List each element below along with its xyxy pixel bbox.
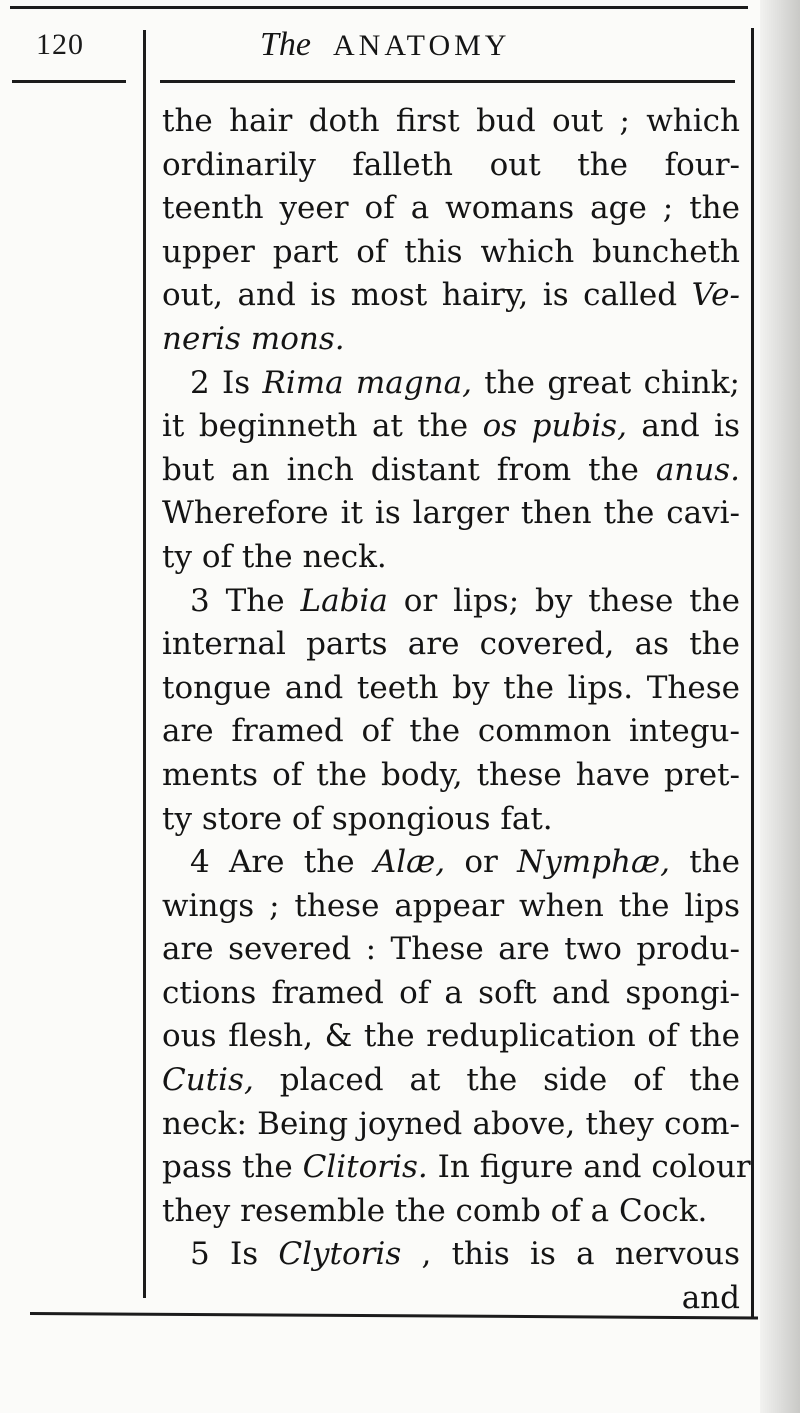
text-line — [162, 754, 740, 798]
text-line — [162, 798, 740, 842]
margin-header-rule — [12, 80, 126, 83]
text-line — [162, 492, 740, 536]
text-segment: are framed of the common integu- — [162, 713, 740, 750]
header-rule — [160, 80, 735, 83]
text-segment: out, and is most hairy, is called — [162, 277, 692, 314]
text-line — [162, 1059, 740, 1103]
text-segment: 4 Are the — [190, 844, 374, 881]
text-line — [162, 1190, 740, 1234]
text-segment: are severed : These are two produ- — [162, 931, 740, 968]
italic-term: Alæ, — [373, 844, 446, 881]
text-segment: the hair doth first bud out ; which — [162, 103, 740, 139]
text-line — [162, 710, 740, 754]
text-line — [162, 1146, 751, 1190]
text-segment: and — [681, 1280, 740, 1317]
text-segment: wings ; these appear when the lips — [162, 887, 740, 924]
text-segment: , this is a nervous — [401, 1236, 740, 1273]
text-line — [162, 274, 740, 318]
text-line — [162, 1015, 740, 1059]
text-segment: it beginneth at the — [162, 408, 483, 445]
text-line — [162, 449, 740, 493]
text-segment: placed at the side of the — [253, 1062, 740, 1099]
text-segment: ctions framed of a soft and spongi- — [162, 974, 740, 1011]
text-segment: or — [445, 844, 518, 881]
text-segment: 2 Is — [190, 364, 263, 401]
text-line — [162, 885, 740, 929]
page-edge-shadow — [760, 0, 800, 1413]
text-line — [162, 972, 740, 1016]
top-border-rule — [10, 6, 748, 9]
italic-term: Rima magna, — [262, 364, 472, 401]
italic-term: neris mons. — [162, 320, 345, 357]
text-segment: teenth yeer of a womans age ; the — [162, 190, 740, 227]
page-number: 120 — [36, 28, 84, 61]
text-frame-right-rule — [751, 28, 754, 1318]
text-segment: tongue and teeth by the lips. These — [162, 669, 740, 706]
text-segment: ous flesh, & the reduplication of the — [162, 1018, 740, 1055]
italic-term: Labia — [300, 582, 388, 619]
text-segment: Wherefore it is larger then the cavi- — [162, 495, 740, 532]
text-segment: 5 Is — [190, 1236, 279, 1273]
running-head — [260, 26, 660, 64]
text-segment: pass the — [162, 1149, 303, 1186]
text-line — [162, 405, 740, 449]
text-line — [162, 362, 740, 406]
text-segment: 3 The — [190, 582, 301, 619]
text-segment: they resemble the comb of a Cock. — [162, 1192, 708, 1229]
running-head-subject: ANATOMY — [333, 29, 511, 62]
text-line — [162, 100, 740, 144]
text-segment: and is — [626, 408, 740, 445]
text-segment: In figure and colour — [427, 1149, 751, 1186]
text-line — [162, 231, 740, 275]
text-segment: internal parts are covered, as the — [162, 626, 740, 663]
italic-term: os pubis, — [482, 408, 627, 445]
text-line — [162, 187, 740, 231]
text-segment: upper part of this which buncheth — [162, 233, 740, 270]
text-segment: ments of the body, these have pret- — [162, 756, 740, 793]
text-segment: neck: Being joyned above, they com- — [162, 1105, 740, 1142]
text-segment: ty of the neck. — [162, 538, 387, 575]
italic-term: anus. — [655, 451, 740, 488]
text-line — [162, 318, 740, 362]
italic-term: Cutis, — [162, 1062, 254, 1099]
text-segment: or lips; by these the — [387, 582, 740, 619]
text-segment: ty store of spongious fat. — [162, 800, 553, 837]
italic-term: Clytoris — [278, 1236, 402, 1273]
text-line — [162, 623, 740, 667]
text-frame-left-rule — [143, 30, 146, 1298]
text-line — [162, 144, 740, 188]
text-line — [162, 928, 740, 972]
body-text — [162, 100, 751, 1321]
text-segment: the great chink; — [471, 364, 741, 401]
running-head-article: The — [260, 26, 311, 63]
text-segment: ordinarily falleth out the four- — [162, 146, 740, 183]
text-line — [162, 1103, 740, 1147]
text-line — [162, 667, 740, 711]
italic-term: Ve- — [691, 277, 740, 314]
italic-term: Nymphæ, — [517, 844, 670, 881]
text-line — [162, 536, 740, 580]
text-line — [162, 1233, 740, 1277]
text-line — [162, 841, 740, 885]
text-line — [162, 580, 740, 624]
italic-term: Clitoris. — [302, 1149, 428, 1186]
text-segment: the — [669, 844, 740, 881]
catchword — [162, 1277, 740, 1321]
text-segment: but an inch distant from the — [162, 451, 656, 488]
